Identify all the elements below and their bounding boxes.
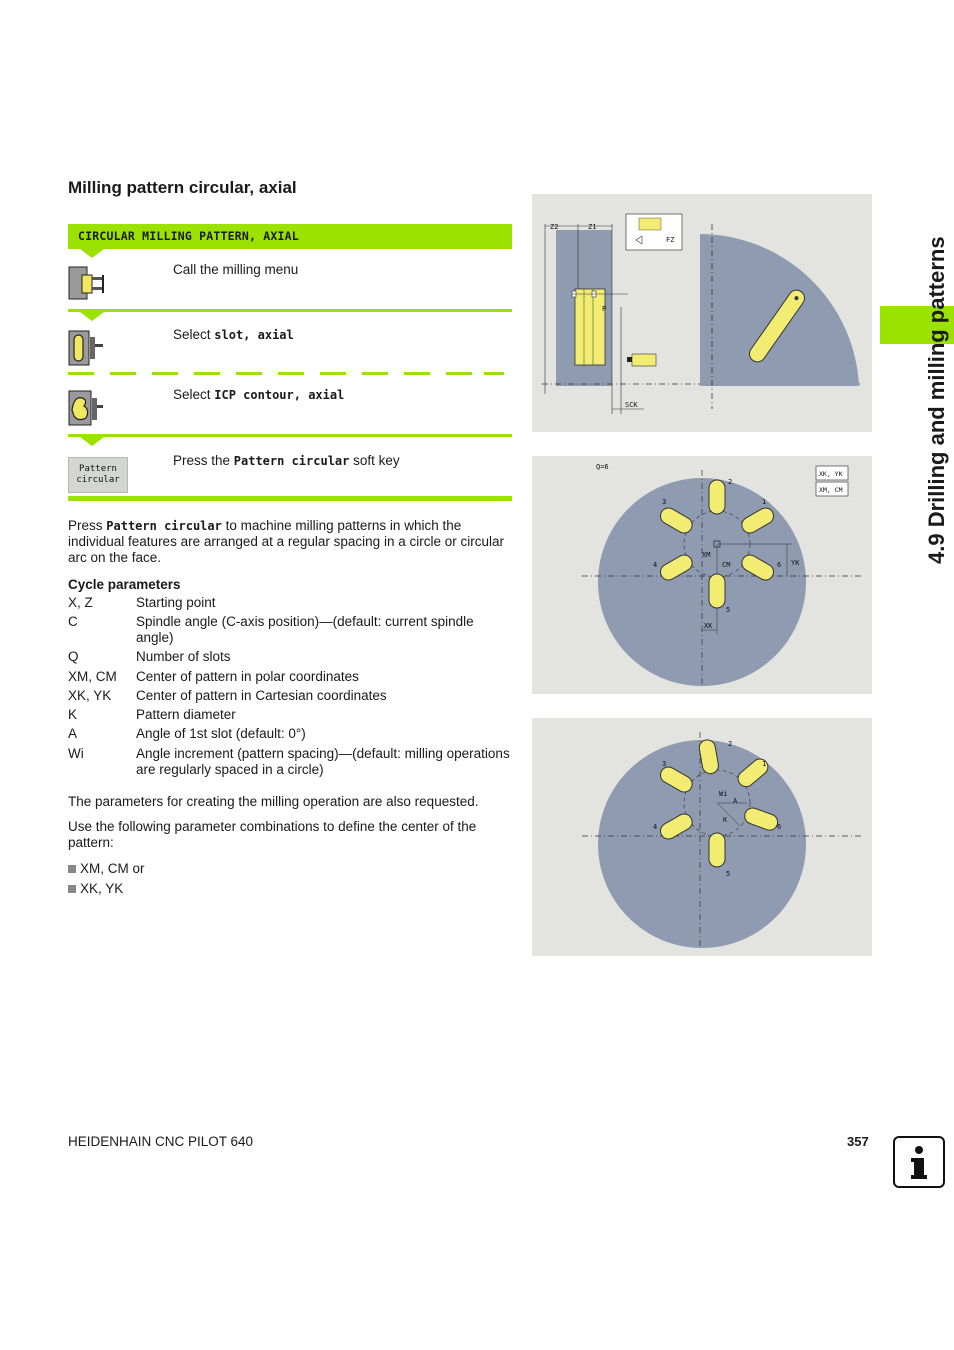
dash-divider [362, 372, 388, 375]
chapter-side-title-text: 4.9 Drilling and milling patterns [924, 236, 949, 564]
a-label: A [733, 797, 738, 805]
step-divider [68, 309, 512, 312]
slot-number: 5 [726, 606, 731, 614]
paragraph-params-requested: The parameters for creating the milling operation are also requested. [68, 794, 479, 809]
figure-pattern-center [532, 456, 872, 694]
k-label: K [723, 816, 728, 824]
softkey-line-1: Pattern [79, 464, 117, 474]
paragraph-combinations: Use the following parameter combinations to define the center of the pattern: [68, 819, 477, 850]
dash-divider [446, 372, 472, 375]
slot-number: 5 [726, 870, 731, 878]
table-header-bar [68, 224, 512, 249]
dash-divider [320, 372, 346, 375]
milling-menu-icon [68, 265, 104, 301]
softkey-line-2: circular [76, 475, 120, 485]
table-bottom-rule [68, 496, 512, 501]
xm-cm-box-label: XM, CM [819, 486, 843, 494]
pattern-circular-softkey[interactable] [68, 457, 128, 493]
z2-label: Z2 [550, 223, 559, 231]
xk-label: XK [704, 622, 713, 630]
step-divider [68, 434, 512, 437]
params-title: Cycle parameters [68, 577, 181, 592]
slot-number: 3 [662, 498, 667, 506]
wi-label: Wi [719, 790, 728, 798]
slot-number: 2 [728, 478, 733, 486]
arrow-down-icon [80, 437, 104, 446]
sck-label: SCK [625, 401, 638, 409]
arrow-down-icon [80, 249, 104, 258]
dash-divider [236, 372, 262, 375]
p-label: P [602, 305, 607, 313]
slot-axial-icon [68, 330, 104, 366]
dash-divider [152, 372, 178, 375]
footer-product: HEIDENHAIN CNC PILOT 640 [68, 1134, 254, 1149]
header-label: CIRCULAR MILLING PATTERN, AXIAL [78, 229, 299, 243]
arrow-down-icon [80, 312, 104, 321]
q-label: Q=6 [596, 463, 609, 471]
step-2-text: Select slot, axial [173, 327, 294, 342]
bullet-item: XM, CM or [68, 861, 145, 876]
info-icon [893, 1136, 945, 1188]
xm-label: XM [702, 551, 711, 559]
bullet-square-icon [68, 865, 76, 873]
page-number: 357 [847, 1134, 869, 1149]
slot-number: 3 [662, 760, 667, 768]
figure-pattern-angles [532, 718, 872, 956]
icp-contour-icon [68, 390, 104, 426]
dash-divider [194, 372, 220, 375]
slot-number: 4 [653, 561, 658, 569]
xk-yk-box-label: XK, YK [819, 470, 843, 478]
slot-number: 6 [777, 823, 782, 831]
bullet-square-icon [68, 885, 76, 893]
slot-number: 4 [653, 823, 658, 831]
step-3-text: Select ICP contour, axial [173, 387, 345, 402]
z1-label: Z1 [588, 223, 597, 231]
step-4-text: Press the Pattern circular soft key [173, 453, 400, 468]
step-1-text: Call the milling menu [173, 262, 299, 277]
slot-number: 1 [762, 760, 767, 768]
dash-divider [68, 372, 94, 375]
slot-number: 6 [777, 561, 782, 569]
fz-label: FZ [666, 236, 675, 244]
figure-side-view [532, 194, 872, 432]
yk-label: YK [791, 559, 800, 567]
dash-divider [404, 372, 430, 375]
chapter-side-title [920, 184, 950, 1184]
cm-label: CM [722, 561, 731, 569]
dash-divider [110, 372, 136, 375]
bullet-item: XK, YK [68, 881, 123, 896]
intro-paragraph: Press Pattern circular to machine milling patterns in which the individual features are arranged at a regular spacing in a circle or circular arc on the face. [68, 518, 504, 565]
slot-number: 2 [728, 740, 733, 748]
dash-divider [484, 372, 504, 375]
section-title: Milling pattern circular, axial [68, 178, 297, 197]
slot-number: 1 [762, 498, 767, 506]
dash-divider [278, 372, 304, 375]
